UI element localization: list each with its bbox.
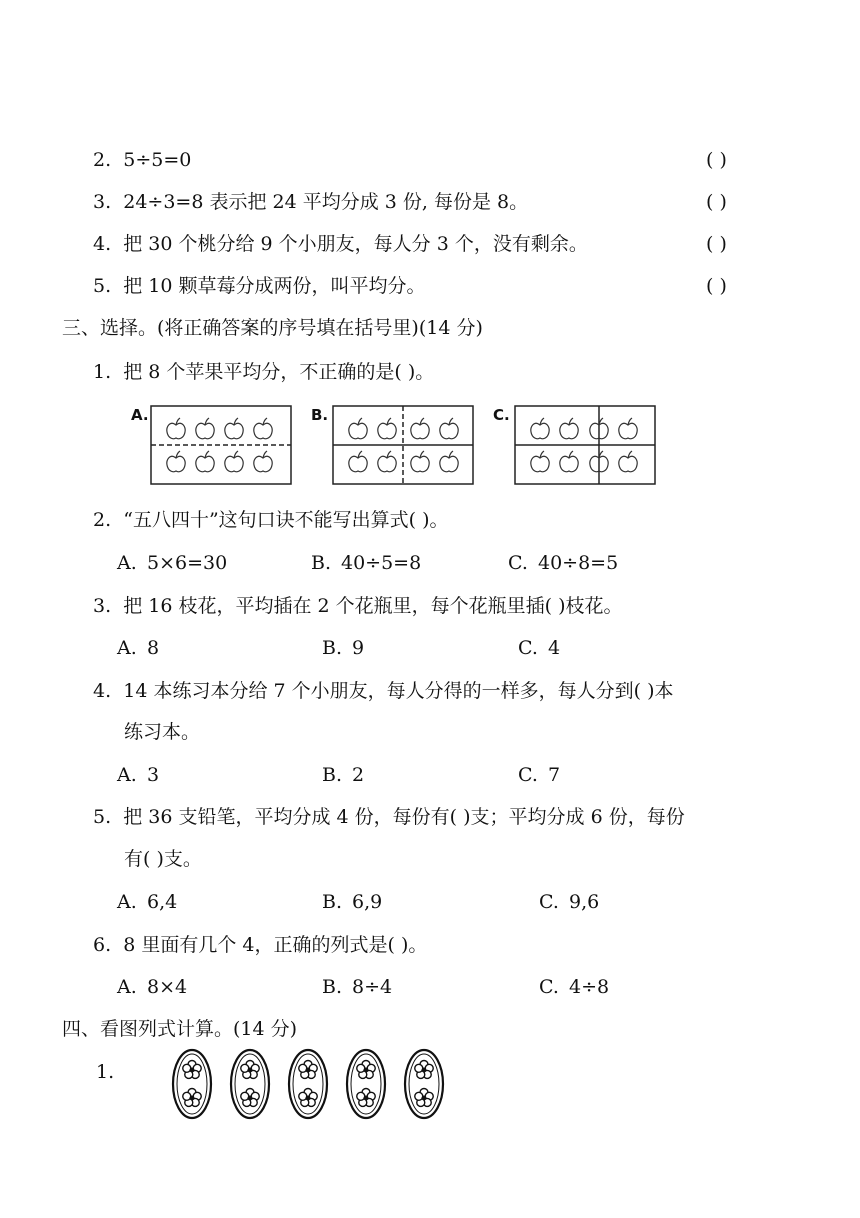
option-value: 9 <box>352 637 365 659</box>
option-b[interactable] <box>322 890 382 914</box>
apple-icon <box>411 418 429 439</box>
option-value: 40÷8=5 <box>538 552 619 574</box>
option-letter: C. <box>539 891 559 913</box>
apple-icon <box>531 451 549 472</box>
item-text: 14 本练习本分给 7 个小朋友，每人分得的一样多，每人分到( )本 <box>123 680 674 702</box>
apple-icon <box>440 418 458 439</box>
section-4-heading: 四、看图列式计算。(14 分) <box>62 1018 298 1040</box>
option-c[interactable] <box>508 551 618 575</box>
option-value: 5×6=30 <box>147 552 228 574</box>
option-letter: C. <box>518 764 538 786</box>
option-letter: C. <box>508 552 528 574</box>
item-number: 1. <box>93 361 112 383</box>
item-text: 8 里面有几个 4，正确的列式是( )。 <box>123 934 428 956</box>
flower-icon <box>241 1061 259 1079</box>
apple-icon <box>378 451 396 472</box>
flower-group <box>289 1050 327 1118</box>
option-a[interactable] <box>117 763 159 787</box>
item-number: 5. <box>93 806 112 828</box>
option-value: 3 <box>147 764 160 786</box>
option-value: 40÷5=8 <box>341 552 422 574</box>
item-text: 把 8 个苹果平均分，不正确的是( )。 <box>123 361 435 383</box>
option-a[interactable] <box>117 551 227 575</box>
calc-q1-number: 1. <box>96 1061 115 1083</box>
option-letter: B. <box>311 552 332 574</box>
flower-group <box>405 1050 443 1118</box>
apple-icon <box>349 418 367 439</box>
judge-item-5 <box>93 274 426 298</box>
option-letter: A. <box>117 976 137 998</box>
option-letter: C. <box>518 637 538 659</box>
flower-icon <box>415 1089 433 1107</box>
flower-icon <box>299 1089 317 1107</box>
option-value: 8×4 <box>147 976 188 998</box>
item-text: 24÷3=8 表示把 24 平均分成 3 份, 每份是 8。 <box>123 191 529 213</box>
apple-icon <box>411 451 429 472</box>
flower-group <box>173 1050 211 1118</box>
judge-item-4 <box>93 232 588 256</box>
choice-q4 <box>93 679 674 703</box>
item-text: 把 36 支铅笔，平均分成 4 份，每份有( )支；平均分成 6 份，每份 <box>123 806 685 828</box>
option-value: 4÷8 <box>569 976 610 998</box>
choice-q2 <box>93 508 449 532</box>
option-a[interactable] <box>117 636 159 660</box>
item-number: 6. <box>93 934 112 956</box>
apple-icon <box>619 451 637 472</box>
option-a[interactable] <box>117 975 187 999</box>
apple-icon <box>167 418 185 439</box>
option-value: 4 <box>548 637 561 659</box>
option-b[interactable] <box>322 636 364 660</box>
judge-item-2 <box>93 148 191 172</box>
option-b[interactable] <box>322 975 392 999</box>
flower-icon <box>357 1089 375 1107</box>
judge-item-3 <box>93 190 528 214</box>
option-c[interactable] <box>539 890 599 914</box>
option-letter: C. <box>539 976 559 998</box>
apple-figure-c <box>514 405 656 485</box>
answer-paren[interactable]: ( ) <box>706 275 727 297</box>
option-c[interactable] <box>518 636 560 660</box>
option-value: 6,4 <box>147 891 178 913</box>
option-c[interactable] <box>518 763 560 787</box>
apple-icon <box>440 451 458 472</box>
apple-icon <box>225 451 243 472</box>
item-text: 把 16 枝花，平均插在 2 个花瓶里，每个花瓶里插( )枝花。 <box>123 595 623 617</box>
apple-icon <box>225 418 243 439</box>
apple-icon <box>378 418 396 439</box>
option-a[interactable] <box>117 890 177 914</box>
item-text: 5÷5=0 <box>123 149 192 171</box>
option-letter: B. <box>322 637 343 659</box>
choice-q1 <box>93 360 434 384</box>
option-value: 6,9 <box>352 891 383 913</box>
figure-a-label: A. <box>131 406 149 424</box>
choice-q3 <box>93 594 623 618</box>
option-b[interactable] <box>311 551 421 575</box>
option-letter: B. <box>322 976 343 998</box>
choice-q5-continued: 有( )支。 <box>124 848 202 870</box>
apple-icon <box>254 451 272 472</box>
option-value: 8÷4 <box>352 976 393 998</box>
figure-c-label: C. <box>493 406 510 424</box>
flower-icon <box>415 1061 433 1079</box>
apple-figure-a <box>150 405 292 485</box>
choice-q6 <box>93 933 427 957</box>
flower-groups-figure <box>170 1046 450 1122</box>
answer-paren[interactable]: ( ) <box>706 149 727 171</box>
apple-icon <box>560 451 578 472</box>
item-number: 5. <box>93 275 112 297</box>
item-number: 3. <box>93 191 112 213</box>
item-number: 4. <box>93 680 112 702</box>
flower-icon <box>357 1061 375 1079</box>
option-value: 9,6 <box>569 891 600 913</box>
flower-icon <box>299 1061 317 1079</box>
option-letter: A. <box>117 764 137 786</box>
answer-paren[interactable]: ( ) <box>706 233 727 255</box>
apple-icon <box>167 451 185 472</box>
answer-paren[interactable]: ( ) <box>706 191 727 213</box>
option-letter: B. <box>322 764 343 786</box>
figure-b-label: B. <box>311 406 329 424</box>
option-letter: A. <box>117 552 137 574</box>
item-number: 3. <box>93 595 112 617</box>
apple-icon <box>196 451 214 472</box>
apple-figure-b <box>332 405 474 485</box>
option-value: 7 <box>548 764 561 786</box>
flower-group <box>231 1050 269 1118</box>
choice-q4-continued: 练习本。 <box>124 721 201 743</box>
apple-icon <box>196 418 214 439</box>
apple-icon <box>254 418 272 439</box>
item-text: 把 30 个桃分给 9 个小朋友，每人分 3 个，没有剩余。 <box>123 233 588 255</box>
option-b[interactable] <box>322 763 364 787</box>
flower-icon <box>183 1089 201 1107</box>
choice-q5 <box>93 805 685 829</box>
apple-icon <box>560 418 578 439</box>
item-number: 2. <box>93 149 112 171</box>
option-letter: A. <box>117 637 137 659</box>
apple-icon <box>619 418 637 439</box>
option-c[interactable] <box>539 975 609 999</box>
option-letter: A. <box>117 891 137 913</box>
apple-icon <box>349 451 367 472</box>
flower-icon <box>241 1089 259 1107</box>
option-value: 2 <box>352 764 365 786</box>
item-number: 2. <box>93 509 112 531</box>
flower-icon <box>183 1061 201 1079</box>
option-letter: B. <box>322 891 343 913</box>
item-number: 4. <box>93 233 112 255</box>
option-value: 8 <box>147 637 160 659</box>
section-3-heading: 三、选择。(将正确答案的序号填在括号里)(14 分) <box>62 317 483 339</box>
flower-group <box>347 1050 385 1118</box>
item-text: 把 10 颗草莓分成两份，叫平均分。 <box>123 275 426 297</box>
item-text: “五八四十”这句口诀不能写出算式( )。 <box>123 509 449 531</box>
apple-icon <box>531 418 549 439</box>
